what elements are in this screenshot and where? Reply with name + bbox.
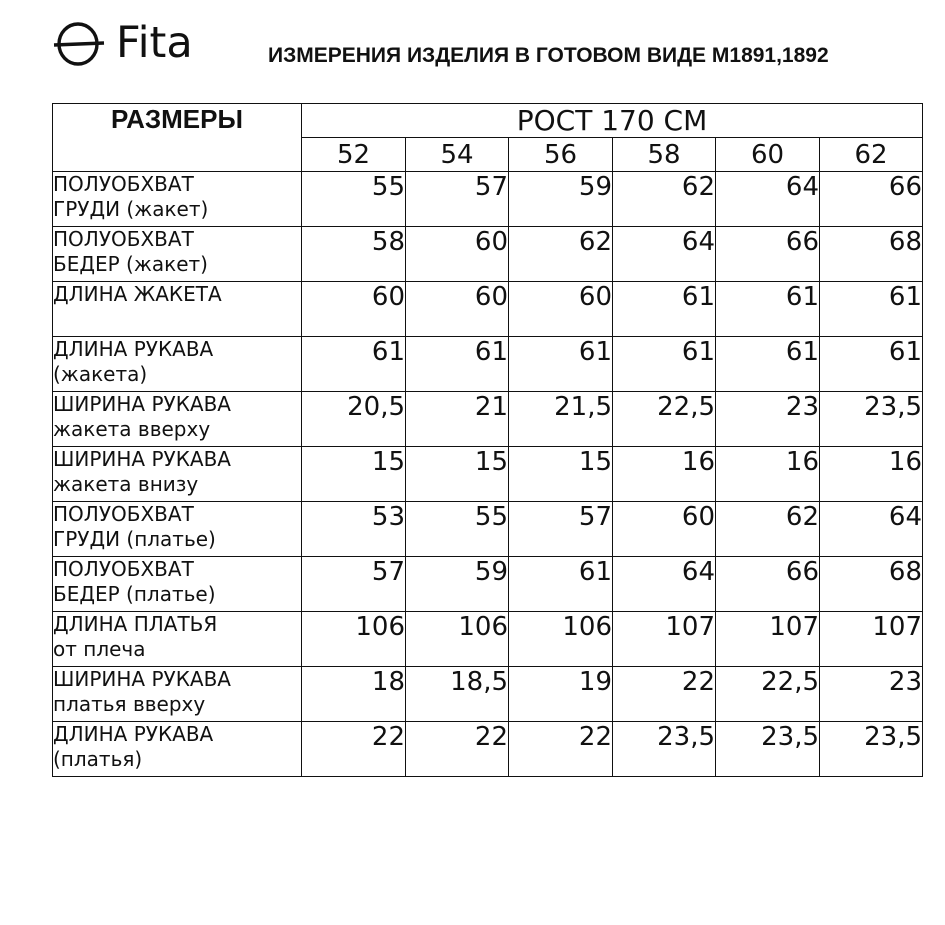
measurement-value: 57 bbox=[509, 502, 613, 557]
measurement-value: 16 bbox=[613, 447, 716, 502]
measurement-label-line: ПОЛУОБХВАТ bbox=[53, 502, 194, 526]
measurement-label bbox=[53, 612, 302, 667]
measurement-label-line: ДЛИНА ПЛАТЬЯ bbox=[53, 612, 218, 636]
measurement-label-line: БЕДЕР (платье) bbox=[53, 582, 216, 606]
measurement-value: 64 bbox=[820, 502, 923, 557]
measurement-value: 68 bbox=[820, 557, 923, 612]
measurement-label-line: от плеча bbox=[53, 637, 146, 661]
measurement-value: 22 bbox=[509, 722, 613, 777]
measurement-value: 15 bbox=[406, 447, 509, 502]
table-row bbox=[53, 667, 923, 722]
table-row bbox=[53, 227, 923, 282]
measurement-value: 107 bbox=[820, 612, 923, 667]
measurement-value: 62 bbox=[716, 502, 820, 557]
measurement-label-line: ШИРИНА РУКАВА bbox=[53, 667, 231, 691]
measurement-value: 53 bbox=[302, 502, 406, 557]
measurement-value: 20,5 bbox=[302, 392, 406, 447]
measurement-value: 61 bbox=[820, 337, 923, 392]
measurement-value: 58 bbox=[302, 227, 406, 282]
height-header: РОСТ 170 СМ bbox=[302, 104, 923, 138]
measurement-label-line: ДЛИНА ЖАКЕТА bbox=[53, 282, 222, 306]
measurement-label-line bbox=[53, 307, 301, 332]
measurement-value: 16 bbox=[716, 447, 820, 502]
measurement-value: 66 bbox=[820, 172, 923, 227]
measurement-value: 23 bbox=[716, 392, 820, 447]
measurement-value: 59 bbox=[509, 172, 613, 227]
measurement-value: 107 bbox=[716, 612, 820, 667]
measurement-value: 107 bbox=[613, 612, 716, 667]
measurement-value: 22,5 bbox=[716, 667, 820, 722]
size-header-60: 60 bbox=[716, 138, 820, 172]
sizes-header: РАЗМЕРЫ bbox=[53, 104, 302, 172]
measurement-label bbox=[53, 337, 302, 392]
measurement-value: 60 bbox=[406, 227, 509, 282]
measurement-value: 59 bbox=[406, 557, 509, 612]
table-row bbox=[53, 172, 923, 227]
measurement-value: 22,5 bbox=[613, 392, 716, 447]
measurement-label bbox=[53, 282, 302, 337]
measurement-value: 55 bbox=[302, 172, 406, 227]
measurement-label-line: жакета вверху bbox=[53, 417, 211, 441]
measurement-value: 60 bbox=[406, 282, 509, 337]
measurement-label-line: жакета внизу bbox=[53, 472, 199, 496]
table-row bbox=[53, 557, 923, 612]
measurement-label-line: ДЛИНА РУКАВА bbox=[53, 722, 214, 746]
measurement-value: 15 bbox=[509, 447, 613, 502]
measurement-value: 19 bbox=[509, 667, 613, 722]
table-row bbox=[53, 392, 923, 447]
table-row bbox=[53, 447, 923, 502]
brand-name: Fita bbox=[116, 18, 193, 68]
measurement-value: 57 bbox=[302, 557, 406, 612]
brand-logo bbox=[52, 20, 193, 66]
measurement-value: 61 bbox=[613, 282, 716, 337]
measurement-value: 22 bbox=[613, 667, 716, 722]
measurement-value: 66 bbox=[716, 227, 820, 282]
measurement-label-line: ШИРИНА РУКАВА bbox=[53, 392, 231, 416]
measurement-label-line: (платья) bbox=[53, 747, 143, 771]
size-header-58: 58 bbox=[613, 138, 716, 172]
measurement-value: 106 bbox=[509, 612, 613, 667]
measurement-value: 21 bbox=[406, 392, 509, 447]
measurement-value: 18,5 bbox=[406, 667, 509, 722]
measurement-label bbox=[53, 722, 302, 777]
measurement-value: 61 bbox=[509, 337, 613, 392]
measurement-value: 64 bbox=[613, 557, 716, 612]
measurement-value: 62 bbox=[613, 172, 716, 227]
measurement-value: 66 bbox=[716, 557, 820, 612]
measurement-label bbox=[53, 392, 302, 447]
size-header-56: 56 bbox=[509, 138, 613, 172]
size-measurements-table bbox=[52, 103, 923, 777]
measurement-label bbox=[53, 502, 302, 557]
measurement-value: 106 bbox=[302, 612, 406, 667]
measurement-value: 22 bbox=[302, 722, 406, 777]
measurement-value: 21,5 bbox=[509, 392, 613, 447]
measurement-value: 106 bbox=[406, 612, 509, 667]
measurement-value: 22 bbox=[406, 722, 509, 777]
measurement-label bbox=[53, 557, 302, 612]
measurement-value: 55 bbox=[406, 502, 509, 557]
measurement-label-line: ГРУДИ (платье) bbox=[53, 527, 216, 551]
measurement-value: 60 bbox=[613, 502, 716, 557]
measurement-label-line: БЕДЕР (жакет) bbox=[53, 252, 208, 276]
measurement-label-line: ДЛИНА РУКАВА bbox=[53, 337, 214, 361]
measurement-value: 23,5 bbox=[613, 722, 716, 777]
measurement-value: 61 bbox=[509, 557, 613, 612]
measurement-value: 15 bbox=[302, 447, 406, 502]
table-row bbox=[53, 502, 923, 557]
table-row bbox=[53, 722, 923, 777]
measurement-label-line: ШИРИНА РУКАВА bbox=[53, 447, 231, 471]
measurement-value: 62 bbox=[509, 227, 613, 282]
fita-logo-icon bbox=[52, 20, 106, 66]
size-header-54: 54 bbox=[406, 138, 509, 172]
measurement-value: 61 bbox=[406, 337, 509, 392]
size-header-62: 62 bbox=[820, 138, 923, 172]
measurement-label bbox=[53, 667, 302, 722]
measurement-value: 23,5 bbox=[820, 392, 923, 447]
size-header-52: 52 bbox=[302, 138, 406, 172]
document-title: ИЗМЕРЕНИЯ ИЗДЕЛИЯ В ГОТОВОМ ВИДЕ М1891,1892 bbox=[268, 44, 829, 67]
table-row bbox=[53, 612, 923, 667]
measurement-value: 61 bbox=[820, 282, 923, 337]
measurement-value: 61 bbox=[613, 337, 716, 392]
table-row bbox=[53, 337, 923, 392]
measurement-value: 61 bbox=[716, 282, 820, 337]
measurement-value: 64 bbox=[613, 227, 716, 282]
measurement-label-line: платья вверху bbox=[53, 692, 206, 716]
table-row bbox=[53, 282, 923, 337]
measurement-value: 23,5 bbox=[716, 722, 820, 777]
measurement-label-line: ПОЛУОБХВАТ bbox=[53, 227, 194, 251]
measurement-label-line: (жакета) bbox=[53, 362, 148, 386]
measurement-value: 23,5 bbox=[820, 722, 923, 777]
measurement-value: 60 bbox=[509, 282, 613, 337]
measurement-value: 18 bbox=[302, 667, 406, 722]
measurement-value: 16 bbox=[820, 447, 923, 502]
measurement-label-line: ПОЛУОБХВАТ bbox=[53, 557, 194, 581]
measurement-label-line: ГРУДИ (жакет) bbox=[53, 197, 209, 221]
measurement-label bbox=[53, 172, 302, 227]
measurement-value: 57 bbox=[406, 172, 509, 227]
measurement-value: 61 bbox=[716, 337, 820, 392]
measurement-value: 61 bbox=[302, 337, 406, 392]
measurement-value: 23 bbox=[820, 667, 923, 722]
measurement-label bbox=[53, 447, 302, 502]
measurement-label-line: ПОЛУОБХВАТ bbox=[53, 172, 194, 196]
measurement-value: 60 bbox=[302, 282, 406, 337]
measurement-value: 64 bbox=[716, 172, 820, 227]
measurement-value: 68 bbox=[820, 227, 923, 282]
measurement-label bbox=[53, 227, 302, 282]
